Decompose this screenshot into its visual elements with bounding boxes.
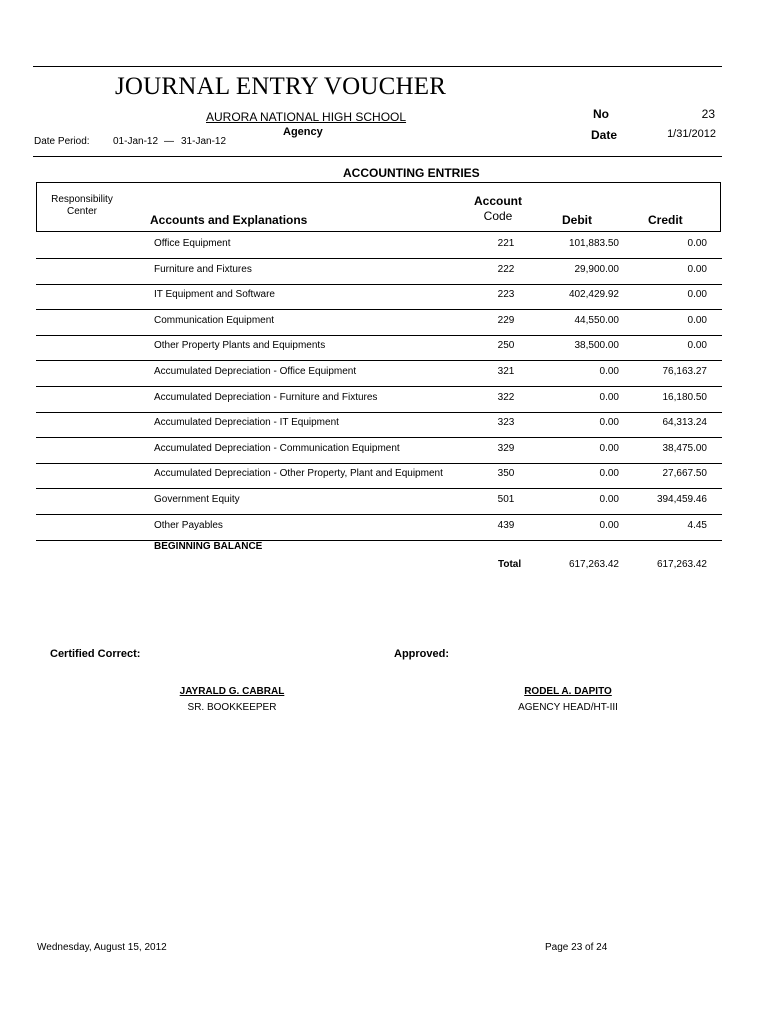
row-divider bbox=[36, 488, 722, 489]
voucher-date-value: 1/31/2012 bbox=[667, 128, 716, 140]
debit-cell: 402,429.92 bbox=[568, 289, 619, 301]
col-responsibility: Responsibility Center bbox=[51, 194, 113, 217]
account-cell: Communication Equipment bbox=[154, 314, 275, 326]
credit-cell: 16,180.50 bbox=[662, 391, 707, 403]
code-cell: 501 bbox=[497, 494, 515, 505]
date-period-from: 01-Jan-12 bbox=[113, 136, 159, 147]
debit-cell: 29,900.00 bbox=[574, 263, 619, 275]
table-row bbox=[36, 392, 722, 417]
credit-cell: 0.00 bbox=[687, 263, 707, 275]
table-row bbox=[36, 289, 722, 314]
agency-label: Agency bbox=[283, 126, 323, 138]
credit-cell: 64,313.24 bbox=[662, 417, 707, 429]
date-period-dash: — bbox=[164, 136, 174, 147]
certifier-name: JAYRALD G. CABRAL bbox=[179, 686, 285, 697]
account-cell: Furniture and Fixtures bbox=[154, 263, 252, 275]
page-title: JOURNAL ENTRY VOUCHER bbox=[115, 73, 447, 100]
code-cell: 439 bbox=[497, 519, 515, 531]
code-cell: 223 bbox=[497, 289, 515, 301]
voucher-no-value: 23 bbox=[701, 107, 715, 121]
debit-cell: 0.00 bbox=[599, 519, 619, 531]
table-row bbox=[36, 264, 722, 289]
col-account-code: Account Code bbox=[474, 194, 522, 223]
account-cell: Accumulated Depreciation - Other Property, Plant and Equipment bbox=[154, 468, 443, 480]
account-cell: Government Equity bbox=[154, 494, 240, 505]
table-row bbox=[36, 315, 722, 340]
col-debit: Debit bbox=[562, 213, 592, 227]
row-divider bbox=[36, 386, 722, 387]
account-cell: IT Equipment and Software bbox=[154, 289, 275, 301]
account-cell: Other Property Plants and Equipments bbox=[154, 340, 326, 352]
debit-cell: 0.00 bbox=[599, 417, 619, 429]
top-rule bbox=[33, 66, 722, 67]
table-row bbox=[36, 366, 722, 391]
code-cell: 250 bbox=[497, 340, 515, 352]
account-cell: Accumulated Depreciation - Communication Equipment bbox=[154, 442, 400, 454]
table-row bbox=[36, 520, 722, 545]
debit-cell: 0.00 bbox=[599, 366, 619, 377]
code-cell: 329 bbox=[497, 442, 515, 454]
code-cell: 321 bbox=[497, 366, 515, 377]
credit-cell: 394,459.46 bbox=[656, 494, 707, 505]
col-credit: Credit bbox=[648, 213, 683, 227]
section-title: ACCOUNTING ENTRIES bbox=[343, 166, 480, 180]
total-label: Total bbox=[498, 559, 522, 570]
total-credit: 617,263.42 bbox=[656, 559, 707, 570]
table-row bbox=[36, 443, 722, 468]
account-cell: Accumulated Depreciation - Furniture and Fixtures bbox=[154, 391, 378, 403]
row-divider bbox=[36, 437, 722, 438]
date-period-label: Date Period: bbox=[34, 136, 90, 147]
debit-cell: 38,500.00 bbox=[574, 340, 619, 352]
credit-cell: 27,667.50 bbox=[662, 468, 707, 480]
debit-cell: 44,550.00 bbox=[574, 314, 619, 326]
debit-cell: 0.00 bbox=[599, 468, 619, 480]
footer-date: Wednesday, August 15, 2012 bbox=[37, 942, 167, 953]
credit-cell: 4.45 bbox=[687, 519, 707, 531]
row-divider bbox=[36, 258, 722, 259]
table-header bbox=[36, 182, 721, 232]
row-divider bbox=[36, 540, 722, 541]
approved-label: Approved: bbox=[394, 648, 449, 660]
code-cell: 322 bbox=[497, 391, 515, 403]
footer-page-number: Page 23 of 24 bbox=[545, 942, 608, 953]
explanation-text: BEGINNING BALANCE bbox=[154, 541, 263, 552]
col-accounts: Accounts and Explanations bbox=[150, 213, 308, 227]
certifier-title: SR. BOOKKEEPER bbox=[187, 702, 277, 713]
row-divider bbox=[36, 309, 722, 310]
account-cell: Accumulated Depreciation - Office Equipment bbox=[154, 366, 357, 377]
account-cell: Office Equipment bbox=[154, 238, 231, 249]
debit-cell: 101,883.50 bbox=[568, 238, 619, 249]
agency-name: AURORA NATIONAL HIGH SCHOOL bbox=[206, 110, 407, 124]
header-rule bbox=[33, 156, 722, 157]
table-row bbox=[36, 238, 722, 263]
date-period-to: 31-Jan-12 bbox=[181, 136, 227, 147]
total-debit: 617,263.42 bbox=[568, 559, 619, 570]
code-cell: 222 bbox=[497, 263, 515, 275]
approver-title: AGENCY HEAD/HT-III bbox=[518, 702, 618, 713]
credit-cell: 76,163.27 bbox=[662, 366, 707, 377]
debit-cell: 0.00 bbox=[599, 442, 619, 454]
code-cell: 221 bbox=[497, 238, 515, 249]
voucher-date-label: Date bbox=[591, 128, 618, 142]
credit-cell: 0.00 bbox=[687, 340, 707, 352]
credit-cell: 0.00 bbox=[687, 314, 707, 326]
account-cell: Accumulated Depreciation - IT Equipment bbox=[154, 417, 339, 429]
credit-cell: 0.00 bbox=[687, 289, 707, 301]
table-row bbox=[36, 340, 722, 365]
row-divider bbox=[36, 463, 722, 464]
approver-name: RODEL A. DAPITO bbox=[524, 686, 612, 697]
debit-cell: 0.00 bbox=[599, 391, 619, 403]
code-cell: 350 bbox=[497, 468, 515, 480]
table-row bbox=[36, 417, 722, 442]
row-divider bbox=[36, 514, 722, 515]
code-cell: 323 bbox=[497, 417, 515, 429]
row-divider bbox=[36, 284, 722, 285]
account-cell: Other Payables bbox=[154, 519, 223, 531]
table-row bbox=[36, 468, 722, 493]
row-divider bbox=[36, 360, 722, 361]
voucher-no-label: No bbox=[593, 107, 609, 121]
code-cell: 229 bbox=[497, 314, 515, 326]
row-divider bbox=[36, 412, 722, 413]
table-row bbox=[36, 494, 722, 519]
row-divider bbox=[36, 335, 722, 336]
debit-cell: 0.00 bbox=[599, 494, 619, 505]
credit-cell: 0.00 bbox=[687, 238, 707, 249]
credit-cell: 38,475.00 bbox=[662, 442, 707, 454]
certified-label: Certified Correct: bbox=[50, 648, 141, 660]
